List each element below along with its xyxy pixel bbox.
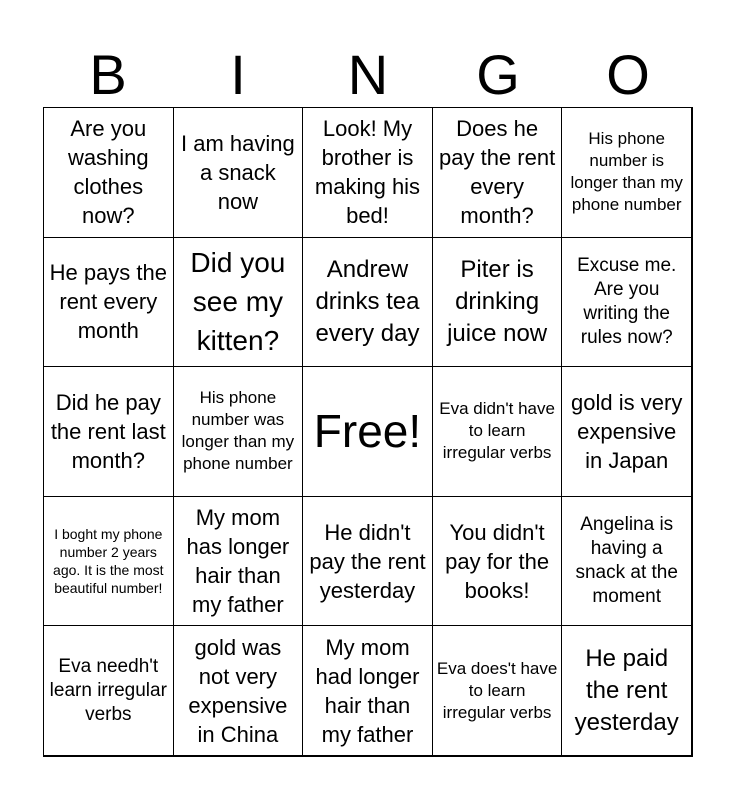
cell-text: My mom has longer hair than my father (186, 505, 290, 618)
cell-text: Eva does't have to learn irregular verbs (436, 658, 558, 722)
bingo-cell (173, 107, 304, 238)
header-letter-b: B (89, 43, 127, 106)
bingo-cell (43, 237, 174, 368)
bingo-cell (43, 496, 174, 627)
bingo-cell (432, 237, 563, 368)
cell-text: Does he pay the rent every month? (439, 116, 556, 229)
bingo-cell (561, 107, 692, 238)
bingo-cell (432, 625, 563, 756)
cell-text: His phone number was longer than my phone number (181, 388, 295, 474)
cell-text: I boght my phone number 2 years ago. It is the most beautiful number! (53, 526, 164, 597)
cell-text: Eva needh't learn irregular verbs (49, 655, 167, 725)
bingo-cell (561, 237, 692, 368)
bingo-header (43, 44, 693, 106)
header-letter-o: O (606, 43, 650, 106)
cell-text: My mom had longer hair than my father (315, 634, 420, 747)
cell-text: Did you see my kitten? (190, 247, 286, 357)
bingo-cell (173, 237, 304, 368)
cell-text: Are you washing clothes now? (67, 116, 149, 229)
cell-text: Did he pay the rent last month? (50, 389, 166, 473)
cell-text: He didn't pay the rent yesterday (309, 519, 426, 603)
cell-text: He pays the rent every month (49, 260, 167, 344)
header-letter-g: G (476, 43, 520, 106)
bingo-cell (302, 496, 433, 627)
cell-text: Look! My brother is making his bed! (314, 116, 421, 229)
bingo-cell (561, 366, 692, 497)
cell-text: gold is very expensive in Japan (571, 389, 683, 473)
bingo-cell (173, 366, 304, 497)
cell-text: I am having a snack now (181, 130, 295, 214)
bingo-cell (432, 107, 563, 238)
cell-text: gold was not very expensive in China (188, 634, 288, 747)
cell-text: Andrew drinks tea every day (315, 255, 420, 347)
bingo-cell (561, 625, 692, 756)
bingo-cell (43, 366, 174, 497)
cell-text: Angelina is having a snack at the moment (575, 514, 678, 608)
bingo-cell (302, 625, 433, 756)
free-cell (302, 366, 433, 497)
bingo-cell (302, 107, 433, 238)
bingo-grid (43, 107, 693, 757)
cell-text: He paid the rent yesterday (574, 644, 679, 736)
cell-text: His phone number is longer than my phone number (570, 129, 683, 215)
cell-text: Piter is drinking juice now (447, 255, 548, 347)
header-letter-i: I (230, 43, 246, 106)
cell-text: Free! (313, 405, 422, 458)
cell-text: You didn't pay for the books! (445, 519, 550, 603)
bingo-cell (302, 237, 433, 368)
bingo-cell (432, 496, 563, 627)
cell-text: Excuse me. Are you writing the rules now? (577, 254, 677, 348)
cell-text: Eva didn't have to learn irregular verbs (439, 399, 555, 463)
bingo-cell (432, 366, 563, 497)
bingo-cell (43, 107, 174, 238)
bingo-cell (173, 625, 304, 756)
bingo-cell (43, 625, 174, 756)
header-letter-n: N (347, 43, 389, 106)
bingo-cell (561, 496, 692, 627)
bingo-cell (173, 496, 304, 627)
